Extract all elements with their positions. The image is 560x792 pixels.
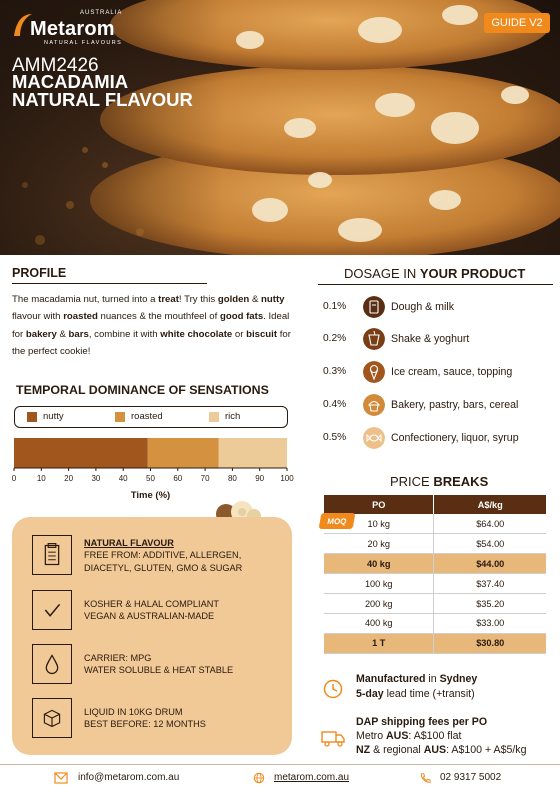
guide-version-badge: GUIDE V2 <box>484 13 550 33</box>
tds-tick-label: 40 <box>118 474 128 483</box>
legend-label: rich <box>225 411 241 422</box>
globe-icon <box>252 772 266 784</box>
title-line-1: MACADAMIA <box>12 71 129 92</box>
regional-fee: : A$100 + A$5/kg <box>446 744 527 756</box>
price-heading-bold: BREAKS <box>433 474 489 489</box>
profile-keyword: golden <box>217 294 250 305</box>
profile-description <box>12 291 298 361</box>
water-soluble-text: WATER SOLUBLE & HEAT STABLE <box>84 665 234 676</box>
shake-icon <box>363 328 385 350</box>
footer-email-link[interactable]: info@metarom.com.au <box>78 772 180 783</box>
tds-legend <box>14 406 288 428</box>
profile-heading: PROFILE <box>12 266 67 280</box>
tds-tick-label: 50 <box>146 474 155 483</box>
tds-tick-label: 100 <box>280 474 294 483</box>
dosage-item <box>323 394 553 418</box>
price-po-cell: 20 kg <box>324 534 434 554</box>
natural-flavour-title: NATURAL FLAVOUR <box>84 538 174 548</box>
price-row <box>324 613 546 633</box>
price-row <box>324 594 546 614</box>
shipping-title: DAP shipping fees per PO <box>356 716 488 728</box>
dosage-heading <box>344 266 525 281</box>
tds-heading: TEMPORAL DOMINANCE OF SENSATIONS <box>16 383 269 397</box>
profile-keyword: bars <box>68 328 89 340</box>
tds-tick-label: 70 <box>200 474 210 483</box>
dosage-application: Bakery, pastry, bars, cereal <box>391 399 519 411</box>
kosher-halal-text: KOSHER & HALAL COMPLIANT <box>84 599 219 609</box>
dosage-rule <box>318 284 553 285</box>
legend-item-roasted <box>115 411 163 422</box>
col-po-header: PO <box>324 495 434 514</box>
profile-rule <box>12 283 207 284</box>
tds-tick-label: 90 <box>255 474 265 483</box>
price-heading <box>390 474 488 489</box>
tds-tick-label: 80 <box>227 474 237 483</box>
tds-tick-label: 10 <box>36 474 46 483</box>
price-po-cell: 400 kg <box>324 613 434 633</box>
profile-keyword: nutty <box>261 294 285 305</box>
legend-label: roasted <box>131 411 163 422</box>
dosage-percent: 0.2% <box>323 333 347 344</box>
clipboard-icon <box>32 535 72 575</box>
drum-text: LIQUID IN 10KG DRUM <box>84 707 183 717</box>
metro-pre: Metro <box>356 730 387 742</box>
tds-chart <box>0 432 300 507</box>
price-row <box>324 554 546 574</box>
tds-segment-nutty <box>14 438 148 468</box>
profile-text-segment: . Ideal for <box>12 311 290 340</box>
tds-segment-rich <box>219 438 287 468</box>
tds-tick-label: 0 <box>11 474 17 483</box>
legend-item-rich <box>209 411 240 422</box>
candy-icon <box>363 427 385 449</box>
tds-tick-label: 30 <box>91 474 101 483</box>
vegan-text: VEGAN & AUSTRALIAN-MADE <box>84 611 215 622</box>
product-title <box>12 73 193 109</box>
logo-country: AUSTRALIA <box>80 10 123 16</box>
dough-milk-icon <box>363 296 385 318</box>
profile-text-segment: The macadamia nut, turned into a <box>12 294 159 305</box>
metarom-logo[interactable] <box>12 10 122 46</box>
shipping-info <box>356 715 527 757</box>
price-value-cell: $33.00 <box>434 613 546 633</box>
dosage-item <box>323 361 553 385</box>
phone-icon <box>418 772 432 784</box>
legend-swatch <box>115 412 125 422</box>
ice-cream-icon <box>363 361 385 383</box>
dosage-percent: 0.5% <box>323 432 347 443</box>
price-row <box>324 633 546 653</box>
dosage-application: Shake & yoghurt <box>391 333 470 345</box>
price-value-cell: $54.00 <box>434 534 546 554</box>
box-package-icon <box>32 698 72 738</box>
price-po-cell: 40 kg <box>324 554 434 574</box>
price-row <box>324 534 546 554</box>
water-drop-icon <box>32 644 72 684</box>
dosage-heading-bold: YOUR PRODUCT <box>419 266 526 281</box>
profile-text-segment: , combine it with <box>88 328 161 340</box>
dosage-item <box>323 296 553 320</box>
profile-text-segment: nuances & the mouthfeel of <box>97 311 220 323</box>
profile-keyword: bakery <box>25 328 57 340</box>
price-row <box>324 574 546 594</box>
profile-keyword: treat <box>158 294 179 305</box>
footer-phone-link[interactable]: 02 9317 5002 <box>440 772 502 783</box>
dosage-heading-prefix: DOSAGE IN <box>344 266 420 281</box>
dosage-application: Dough & milk <box>391 301 454 313</box>
price-heading-prefix: PRICE <box>390 474 434 489</box>
dosage-application: Confectionery, liquor, syrup <box>391 432 519 444</box>
dosage-item <box>323 328 553 352</box>
dosage-item <box>323 427 553 451</box>
regional-mid: & regional <box>370 744 424 756</box>
logo-wordmark: Metarom <box>30 18 115 40</box>
price-po-cell: 200 kg <box>324 594 434 614</box>
free-from-line1: FREE FROM: ADDITIVE, ALLERGEN, <box>84 550 242 561</box>
tds-x-axis-label: Time (%) <box>130 490 171 501</box>
price-value-cell: $35.20 <box>434 594 546 614</box>
tds-segment-roasted <box>148 438 219 468</box>
profile-text-segment: & <box>56 328 69 340</box>
nz-label: NZ <box>356 744 371 756</box>
profile-keyword: good fats <box>219 311 264 323</box>
legend-swatch <box>209 412 219 422</box>
price-value-cell: $37.40 <box>434 574 546 594</box>
mfg-mid: in <box>425 673 440 685</box>
profile-text-segment: for the perfect cookie! <box>12 328 291 358</box>
footer-website-link[interactable]: metarom.com.au <box>274 772 350 783</box>
price-value-cell: $30.80 <box>434 633 546 653</box>
profile-text-segment: flavour with <box>12 311 64 323</box>
tds-tick-label: 60 <box>173 474 183 483</box>
profile-keyword: roasted <box>63 311 98 323</box>
title-line-2: NATURAL FLAVOUR <box>12 89 193 110</box>
cupcake-icon <box>363 394 385 416</box>
mfg-city: Sydney <box>439 673 478 685</box>
profile-text-segment: ! Try this <box>178 294 218 305</box>
manufacturing-info <box>356 672 477 702</box>
delivery-truck-icon <box>320 728 346 748</box>
free-from-line2: DIACETYL, GLUTEN, GMO & SUGAR <box>84 562 243 573</box>
dosage-percent: 0.1% <box>323 301 347 312</box>
footer-rule <box>0 764 560 765</box>
checkmark-icon <box>32 590 72 630</box>
price-table <box>324 495 546 654</box>
best-before-text: BEST BEFORE: 12 MONTHS <box>84 719 206 730</box>
lead-time-rest: lead time (+transit) <box>383 688 475 700</box>
dosage-percent: 0.4% <box>323 399 347 410</box>
price-po-cell: 10 kg <box>324 514 434 534</box>
legend-label: nutty <box>43 411 64 422</box>
price-row <box>324 514 546 534</box>
col-price-header: A$/kg <box>434 495 546 514</box>
logo-tagline: NATURAL FLAVOURS <box>44 40 123 46</box>
clock-icon <box>322 678 344 700</box>
dosage-percent: 0.3% <box>323 366 347 377</box>
email-icon <box>54 772 68 784</box>
mfg-bold: Manufactured <box>356 673 426 685</box>
profile-keyword: biscuit <box>246 328 278 340</box>
legend-item-nutty <box>27 411 64 422</box>
product-code: AMM2426 <box>12 55 99 76</box>
dosage-application: Ice cream, sauce, topping <box>391 366 513 378</box>
regional-aus: AUS <box>423 744 447 756</box>
tds-tick-label: 20 <box>64 474 74 483</box>
price-value-cell: $44.00 <box>434 554 546 574</box>
lead-time-bold: 5-day <box>356 688 384 700</box>
carrier-text: CARRIER: MPG <box>84 653 152 663</box>
profile-keyword: white chocolate <box>160 328 233 340</box>
metro-fee: : A$100 flat <box>408 730 462 742</box>
price-value-cell: $64.00 <box>434 514 546 534</box>
price-header-row <box>324 495 546 514</box>
profile-text-segment: or <box>232 328 247 340</box>
moq-badge: MOQ <box>319 513 356 529</box>
legend-swatch <box>27 412 37 422</box>
price-po-cell: 100 kg <box>324 574 434 594</box>
price-po-cell: 1 T <box>324 633 434 653</box>
metro-aus: AUS <box>386 730 409 742</box>
profile-text-segment: & <box>249 294 262 305</box>
